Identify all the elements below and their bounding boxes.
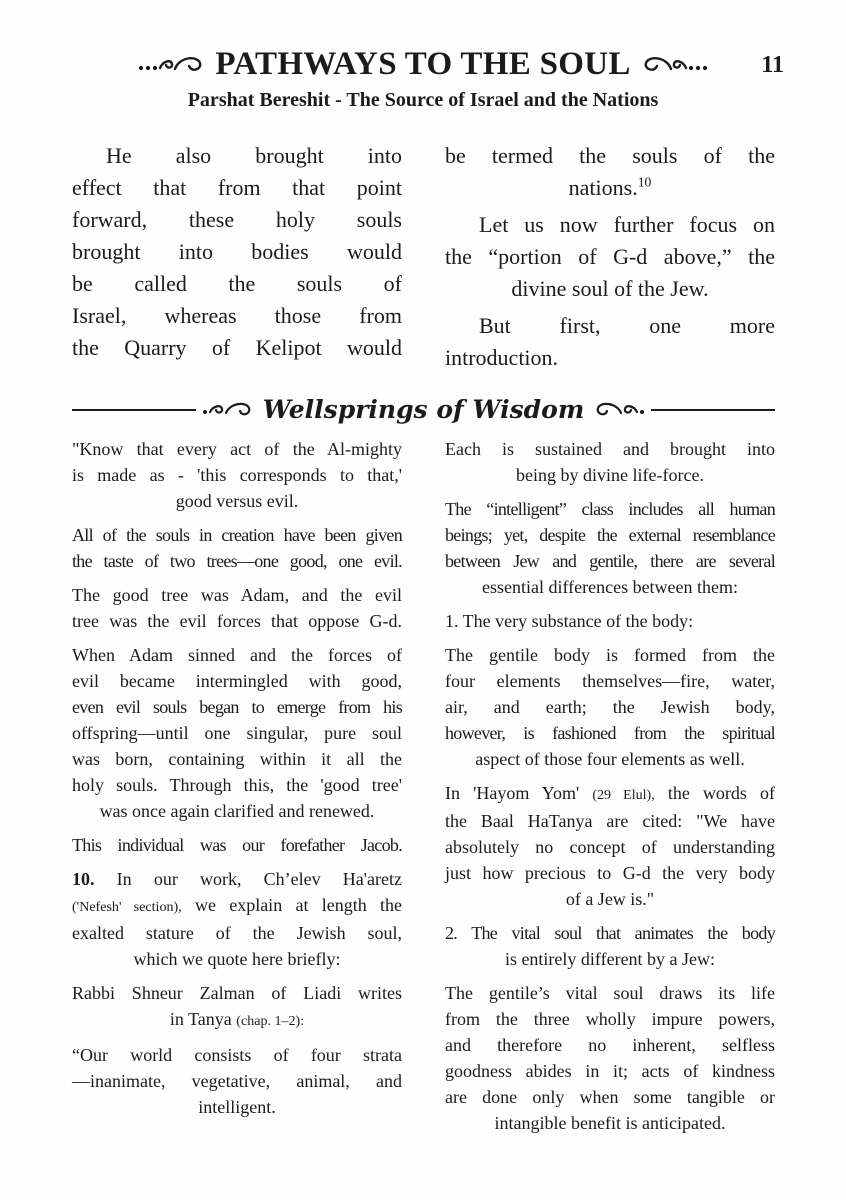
text-run: is entirely different by a Jew: xyxy=(504,949,716,969)
text-run: ('Nefesh' section), xyxy=(72,899,182,915)
paragraph xyxy=(445,436,775,488)
text-run: intangible benefit is anticipated. xyxy=(494,1113,726,1133)
page-title: PATHWAYS TO THE SOUL xyxy=(215,46,631,82)
main-left-column xyxy=(72,140,402,379)
text-run: brought into bodies would xyxy=(72,239,402,264)
text-line xyxy=(445,780,775,808)
text-run: good versus evil. xyxy=(175,491,299,511)
paragraph xyxy=(72,522,402,574)
text-run: All of the souls in creation have been given xyxy=(72,525,402,545)
text-run: the taste of two trees—one good, one evil. xyxy=(72,551,402,571)
text-run: essential differences between them: xyxy=(481,577,739,597)
paragraph xyxy=(445,920,775,972)
text-line xyxy=(445,310,775,342)
text-line xyxy=(72,332,402,364)
text-line xyxy=(445,668,775,694)
text-line xyxy=(445,1058,775,1084)
paragraph xyxy=(445,980,775,1136)
text-run: In our work, Ch’elev Ha'aretz xyxy=(94,869,402,889)
paragraph xyxy=(72,866,402,972)
text-line xyxy=(445,1110,775,1136)
text-run: effect that from that point xyxy=(72,175,402,200)
text-run: holy souls. Through this, the 'good tree' xyxy=(72,775,402,795)
text-run: “Our world consists of four strata xyxy=(72,1045,402,1065)
text-line xyxy=(445,522,775,548)
text-run: and therefore no inherent, selfless xyxy=(445,1035,775,1055)
paragraph xyxy=(445,780,775,912)
text-line xyxy=(72,694,402,720)
wellsprings-left-column xyxy=(72,436,402,1144)
text-run: Israel, whereas those from xyxy=(72,303,402,328)
text-line xyxy=(72,462,402,488)
text-line xyxy=(445,694,775,720)
text-run: evil became intermingled with good, xyxy=(72,671,402,691)
section-divider xyxy=(72,395,775,424)
text-line xyxy=(445,1006,775,1032)
text-line xyxy=(72,1068,402,1094)
text-run: 2. The vital soul that animates the body xyxy=(445,923,775,943)
text-run: nations. xyxy=(568,175,638,200)
paragraph xyxy=(445,642,775,772)
divider-line-right xyxy=(651,409,775,411)
text-line xyxy=(445,140,775,172)
text-line xyxy=(72,1042,402,1068)
text-line xyxy=(445,1032,775,1058)
text-run: being by divine life-force. xyxy=(516,465,704,485)
main-right-column xyxy=(445,140,775,379)
paragraph xyxy=(72,140,402,364)
text-line xyxy=(72,300,402,332)
text-line xyxy=(445,273,775,305)
text-run: The gentile’s vital soul draws its life xyxy=(445,983,775,1003)
text-run: of a Jew is." xyxy=(565,889,655,909)
text-line xyxy=(72,832,402,858)
paragraph xyxy=(445,496,775,600)
page-subtitle: Parshat Bereshit - The Source of Israel and the Nations xyxy=(187,89,659,111)
wellsprings-section xyxy=(0,436,846,1144)
divider-flourish-right-icon xyxy=(594,401,646,419)
text-run: are done only when some tangible or xyxy=(445,1087,775,1107)
text-line xyxy=(72,746,402,772)
text-line xyxy=(445,209,775,241)
text-run: however, is fashioned from the spiritual xyxy=(445,723,775,743)
text-run: goodness abides in it; acts of kindness xyxy=(445,1061,775,1081)
text-run: "Know that every act of the Al-mighty xyxy=(72,439,402,459)
main-text-section xyxy=(0,140,846,379)
text-line xyxy=(445,642,775,668)
text-line xyxy=(72,866,402,892)
text-line xyxy=(72,946,402,972)
text-line xyxy=(72,798,402,824)
text-run: beings; yet, despite the external resemblance xyxy=(445,525,775,545)
text-run: (29 Elul), xyxy=(592,787,655,803)
text-line xyxy=(445,342,775,374)
text-line xyxy=(445,946,775,972)
text-run: offspring—until one singular, pure soul xyxy=(72,723,402,743)
text-run: between Jew and gentile, there are several xyxy=(445,551,775,571)
text-line xyxy=(445,241,775,273)
text-run: we explain at length the xyxy=(181,895,402,915)
text-line xyxy=(72,1006,402,1034)
text-run: The gentile body is formed from the xyxy=(445,645,775,665)
page-number: 11 xyxy=(761,52,784,78)
text-run: 10. xyxy=(72,869,95,889)
text-line xyxy=(72,268,402,300)
text-run: (chap. 1–2): xyxy=(236,1013,305,1029)
text-run: was born, containing within it all the xyxy=(72,749,402,769)
text-run: Each is sustained and brought into xyxy=(445,439,775,459)
text-run: just how precious to G-d the very body xyxy=(445,863,775,883)
text-run: the Baal HaTanya are cited: "We have xyxy=(445,811,775,831)
text-run: is made as - 'this corresponds to that,' xyxy=(72,465,402,485)
text-line xyxy=(72,488,402,514)
text-line xyxy=(72,920,402,946)
text-line xyxy=(72,436,402,462)
text-line xyxy=(72,642,402,668)
paragraph xyxy=(72,832,402,858)
divider-flourish-left-icon xyxy=(201,401,253,419)
text-line xyxy=(72,582,402,608)
paragraph xyxy=(72,980,402,1034)
text-line xyxy=(445,548,775,574)
text-run: air, and earth; the Jewish body, xyxy=(445,697,775,717)
paragraph xyxy=(445,310,775,374)
paragraph xyxy=(72,436,402,514)
text-line xyxy=(72,772,402,798)
paragraph xyxy=(72,1042,402,1120)
page-header xyxy=(0,0,846,112)
text-line xyxy=(72,522,402,548)
text-line xyxy=(445,496,775,522)
text-run: four elements themselves—fire, water, xyxy=(445,671,775,691)
text-run: the words of xyxy=(654,783,776,803)
text-line xyxy=(445,436,775,462)
paragraph xyxy=(445,608,775,634)
text-run: When Adam sinned and the forces of xyxy=(72,645,402,665)
text-run: He also brought into xyxy=(106,143,402,168)
text-run: introduction. xyxy=(445,345,559,370)
scroll-flourish-left-icon xyxy=(137,55,203,75)
text-line xyxy=(445,574,775,600)
text-line xyxy=(445,808,775,834)
text-line xyxy=(445,608,775,634)
text-line xyxy=(445,834,775,860)
text-line xyxy=(72,892,402,920)
paragraph xyxy=(72,582,402,634)
text-run: from the three wholly impure powers, xyxy=(445,1009,775,1029)
text-line xyxy=(72,668,402,694)
scroll-flourish-right-icon xyxy=(643,55,709,75)
divider-line-left xyxy=(72,409,196,411)
text-run: be called the souls of xyxy=(72,271,402,296)
text-run: In 'Hayom Yom' xyxy=(445,783,593,803)
title-row xyxy=(0,46,846,83)
text-run: forward, these holy souls xyxy=(72,207,402,232)
text-line xyxy=(72,172,402,204)
text-run: The good tree was Adam, and the evil xyxy=(72,585,402,605)
footnote-reference: 10 xyxy=(637,174,652,190)
text-run: —inanimate, vegetative, animal, and xyxy=(72,1071,402,1091)
text-line xyxy=(72,720,402,746)
text-run: the “portion of G-d above,” the xyxy=(445,244,775,269)
text-run: in Tanya xyxy=(169,1009,237,1029)
text-run: But first, one more xyxy=(479,313,775,338)
text-run: aspect of those four elements as well. xyxy=(475,749,745,769)
text-line xyxy=(445,860,775,886)
text-run: divine soul of the Jew. xyxy=(511,276,709,301)
divider-label: Wellsprings of Wisdom xyxy=(262,395,585,424)
text-line xyxy=(445,746,775,772)
text-run: absolutely no concept of understanding xyxy=(445,837,775,857)
text-line xyxy=(445,172,775,204)
text-run: be termed the souls of the xyxy=(445,143,775,168)
text-line xyxy=(72,236,402,268)
text-line xyxy=(72,1094,402,1120)
text-line xyxy=(445,920,775,946)
wellsprings-right-column xyxy=(445,436,775,1144)
text-line xyxy=(72,980,402,1006)
paragraph xyxy=(445,209,775,305)
text-run: was once again clarified and renewed. xyxy=(99,801,375,821)
text-line xyxy=(445,886,775,912)
paragraph xyxy=(445,140,775,204)
text-run: exalted stature of the Jewish soul, xyxy=(72,923,402,943)
paragraph xyxy=(72,642,402,824)
text-run: The “intelligent” class includes all human xyxy=(445,499,775,519)
text-run: the Quarry of Kelipot would xyxy=(72,335,402,360)
text-line xyxy=(72,204,402,236)
text-run: intelligent. xyxy=(198,1097,276,1117)
text-run: 1. The very substance of the body: xyxy=(445,611,694,631)
text-run: tree was the evil forces that oppose G-d. xyxy=(72,611,402,631)
text-line xyxy=(72,608,402,634)
text-run: even evil souls began to emerge from his xyxy=(72,697,402,717)
text-line xyxy=(445,720,775,746)
text-line xyxy=(445,1084,775,1110)
text-line xyxy=(72,548,402,574)
text-run: This individual was our forefather Jacob. xyxy=(72,835,402,855)
text-run: which we quote here briefly: xyxy=(133,949,341,969)
text-run: Rabbi Shneur Zalman of Liadi writes xyxy=(72,983,402,1003)
text-line xyxy=(72,140,402,172)
text-run: Let us now further focus on xyxy=(479,212,775,237)
text-line xyxy=(445,980,775,1006)
text-line xyxy=(445,462,775,488)
